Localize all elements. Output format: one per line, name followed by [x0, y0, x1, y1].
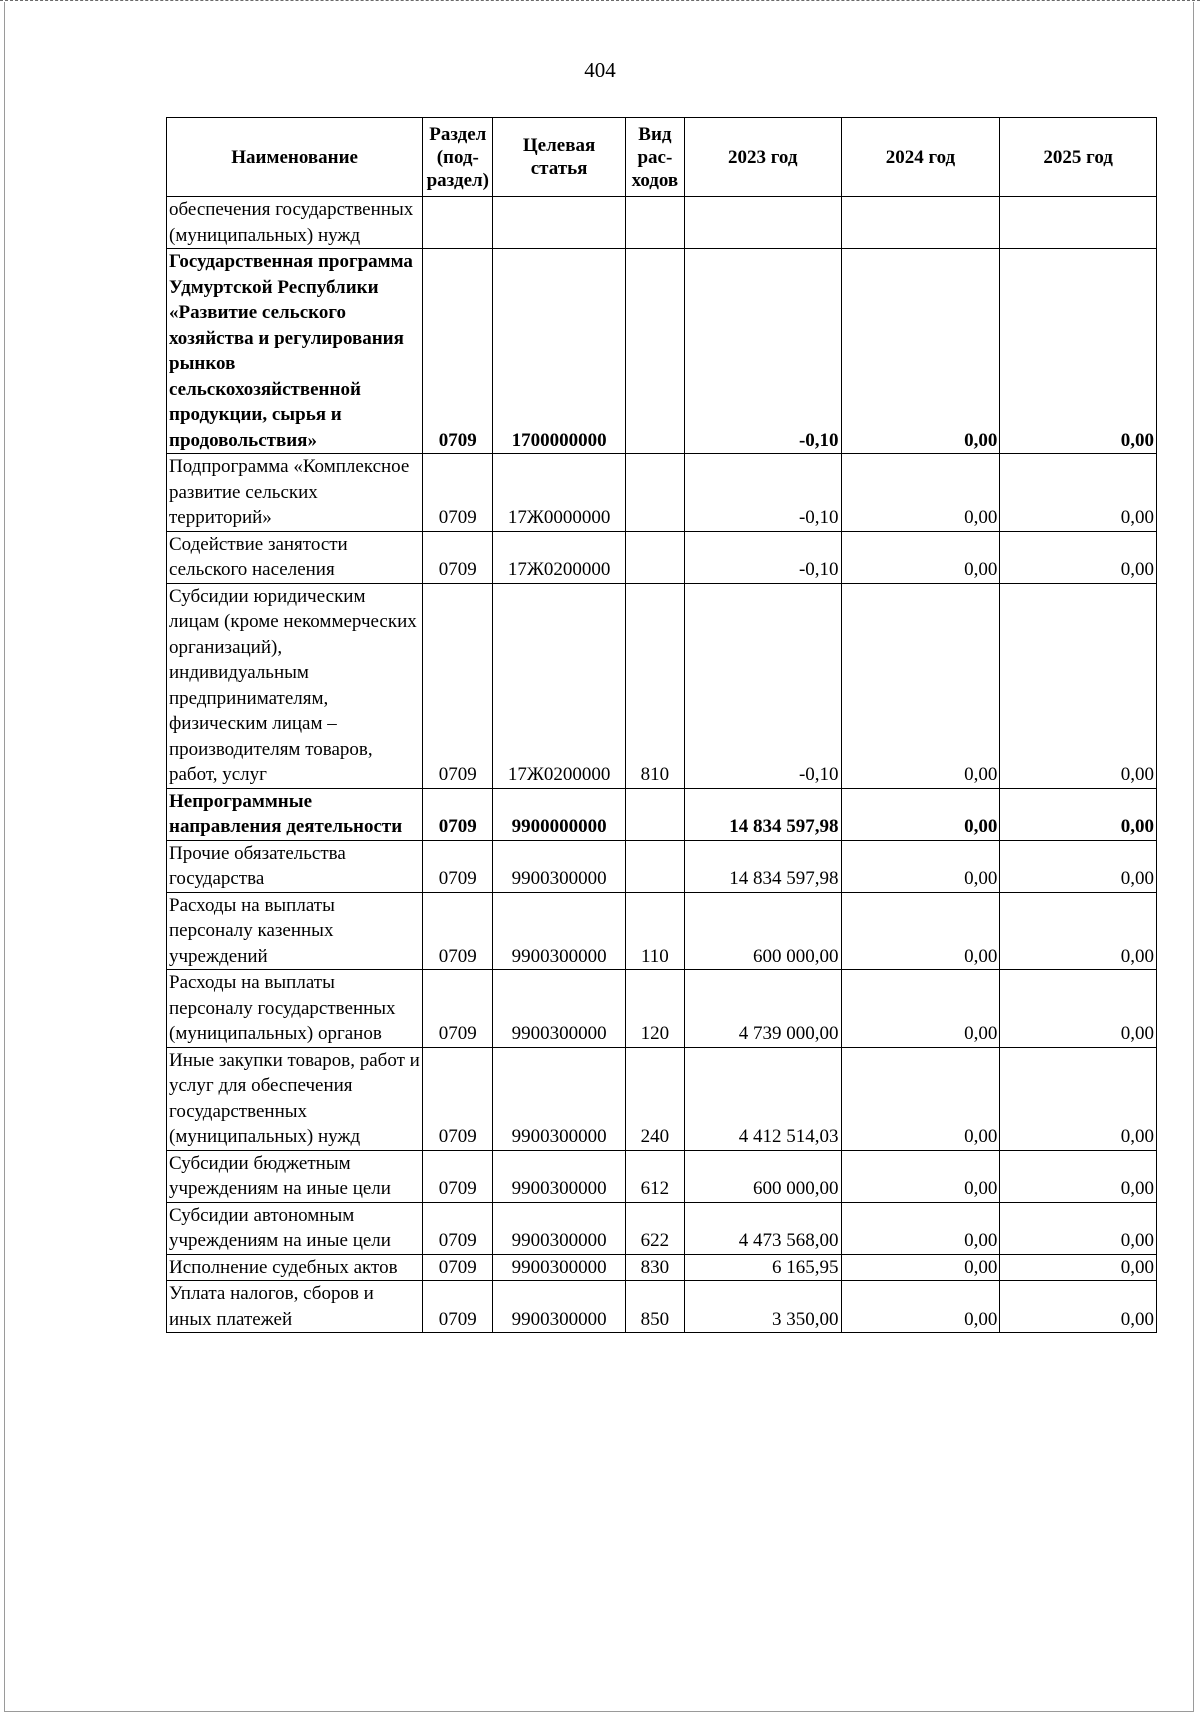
cell-2025: 0,00 — [1000, 1047, 1157, 1150]
cell-2023: -0,10 — [684, 531, 841, 583]
cell-target: 17Ж0200000 — [493, 531, 626, 583]
cell-kind: 240 — [625, 1047, 684, 1150]
budget-table — [166, 117, 1157, 1333]
table-row — [167, 1150, 1157, 1202]
table-row — [167, 454, 1157, 532]
cell-target: 9900300000 — [493, 840, 626, 892]
cell-section: 0709 — [423, 1254, 493, 1281]
budget-table-body — [167, 197, 1157, 1333]
table-row — [167, 197, 1157, 249]
cell-target: 9900300000 — [493, 1150, 626, 1202]
cell-2023: 4 473 568,00 — [684, 1202, 841, 1254]
cell-2024: 0,00 — [841, 454, 1000, 532]
cell-2023: 4 412 514,03 — [684, 1047, 841, 1150]
cell-2023 — [684, 197, 841, 249]
cell-section: 0709 — [423, 840, 493, 892]
cell-2024: 0,00 — [841, 1254, 1000, 1281]
cell-kind — [625, 531, 684, 583]
cell-target: 17Ж0200000 — [493, 583, 626, 788]
cell-target: 9900300000 — [493, 1281, 626, 1333]
cell-2024: 0,00 — [841, 1202, 1000, 1254]
cell-2025: 0,00 — [1000, 840, 1157, 892]
cell-name: Государственная программа Удмуртской Республики «Развитие сельского хозяйства и регулирования рынков сельскохозяйственной продукции, сырья и продовольствия» — [167, 249, 423, 454]
cell-section: 0709 — [423, 583, 493, 788]
header-2023: 2023 год — [684, 118, 841, 197]
table-row — [167, 788, 1157, 840]
cell-target: 9900300000 — [493, 892, 626, 970]
cell-name: Расходы на выплаты персоналу государственных (муниципальных) органов — [167, 970, 423, 1048]
cell-section: 0709 — [423, 788, 493, 840]
cell-kind — [625, 249, 684, 454]
header-kind: Вид рас-ходов — [625, 118, 684, 197]
cell-2024 — [841, 197, 1000, 249]
table-row — [167, 1202, 1157, 1254]
cell-name: Исполнение судебных актов — [167, 1254, 423, 1281]
cell-2024: 0,00 — [841, 840, 1000, 892]
table-row — [167, 840, 1157, 892]
cell-name: Подпрограмма «Комплексное развитие сельских территорий» — [167, 454, 423, 532]
cell-name: Субсидии автономным учреждениям на иные цели — [167, 1202, 423, 1254]
cell-section: 0709 — [423, 892, 493, 970]
cell-2024: 0,00 — [841, 892, 1000, 970]
cell-kind: 850 — [625, 1281, 684, 1333]
cell-2023: 3 350,00 — [684, 1281, 841, 1333]
cell-kind: 810 — [625, 583, 684, 788]
cell-2023: 14 834 597,98 — [684, 788, 841, 840]
cell-2025: 0,00 — [1000, 1281, 1157, 1333]
cell-target — [493, 197, 626, 249]
cell-section: 0709 — [423, 249, 493, 454]
cell-name: Иные закупки товаров, работ и услуг для обеспечения государственных (муниципальных) нужд — [167, 1047, 423, 1150]
header-2024: 2024 год — [841, 118, 1000, 197]
cell-2024: 0,00 — [841, 249, 1000, 454]
cell-target: 9900300000 — [493, 1047, 626, 1150]
cell-2023: 6 165,95 — [684, 1254, 841, 1281]
cell-kind — [625, 840, 684, 892]
cell-kind: 830 — [625, 1254, 684, 1281]
cell-section: 0709 — [423, 1150, 493, 1202]
cell-2023: 4 739 000,00 — [684, 970, 841, 1048]
table-row — [167, 249, 1157, 454]
cell-2023: -0,10 — [684, 249, 841, 454]
cell-2025: 0,00 — [1000, 249, 1157, 454]
cell-kind: 120 — [625, 970, 684, 1048]
header-target: Целевая статья — [493, 118, 626, 197]
cell-2025: 0,00 — [1000, 1202, 1157, 1254]
cell-section: 0709 — [423, 1281, 493, 1333]
cell-target: 1700000000 — [493, 249, 626, 454]
cell-name: Расходы на выплаты персоналу казенных учреждений — [167, 892, 423, 970]
cell-2024: 0,00 — [841, 1281, 1000, 1333]
cell-section: 0709 — [423, 454, 493, 532]
cell-2025: 0,00 — [1000, 970, 1157, 1048]
header-2025: 2025 год — [1000, 118, 1157, 197]
cell-section — [423, 197, 493, 249]
cell-2025: 0,00 — [1000, 531, 1157, 583]
cell-2025: 0,00 — [1000, 1254, 1157, 1281]
cell-target: 17Ж0000000 — [493, 454, 626, 532]
cell-name: Уплата налогов, сборов и иных платежей — [167, 1281, 423, 1333]
cell-name: Прочие обязательства государства — [167, 840, 423, 892]
cell-2024: 0,00 — [841, 1047, 1000, 1150]
cell-2024: 0,00 — [841, 531, 1000, 583]
cell-name: Субсидии юридическим лицам (кроме некоммерческих организаций), индивидуальным предпринимателям, физическим лицам – производителям товаров, работ, услуг — [167, 583, 423, 788]
cell-2025: 0,00 — [1000, 1150, 1157, 1202]
cell-name: Непрограммные направления деятельности — [167, 788, 423, 840]
cell-2024: 0,00 — [841, 788, 1000, 840]
cell-2024: 0,00 — [841, 583, 1000, 788]
cell-section: 0709 — [423, 970, 493, 1048]
table-row — [167, 1047, 1157, 1150]
header-section: Раздел (под-раздел) — [423, 118, 493, 197]
table-row — [167, 531, 1157, 583]
header-row — [167, 118, 1157, 197]
cell-section: 0709 — [423, 1202, 493, 1254]
table-row — [167, 892, 1157, 970]
cell-2025 — [1000, 197, 1157, 249]
cell-2023: -0,10 — [684, 454, 841, 532]
cell-2025: 0,00 — [1000, 892, 1157, 970]
cell-kind — [625, 197, 684, 249]
cell-2024: 0,00 — [841, 970, 1000, 1048]
table-row — [167, 970, 1157, 1048]
page-number: 404 — [584, 58, 616, 82]
cell-2025: 0,00 — [1000, 583, 1157, 788]
cell-target: 9900300000 — [493, 970, 626, 1048]
header-name: Наименование — [167, 118, 423, 197]
cell-kind: 110 — [625, 892, 684, 970]
cell-2023: 14 834 597,98 — [684, 840, 841, 892]
cell-section: 0709 — [423, 531, 493, 583]
cell-2025: 0,00 — [1000, 788, 1157, 840]
cell-name: Содействие занятости сельского населения — [167, 531, 423, 583]
cell-name: Субсидии бюджетным учреждениям на иные цели — [167, 1150, 423, 1202]
cell-2023: 600 000,00 — [684, 1150, 841, 1202]
cell-kind: 622 — [625, 1202, 684, 1254]
cell-target: 9900000000 — [493, 788, 626, 840]
cell-2023: -0,10 — [684, 583, 841, 788]
cell-kind — [625, 454, 684, 532]
cell-kind: 612 — [625, 1150, 684, 1202]
cell-2023: 600 000,00 — [684, 892, 841, 970]
cell-kind — [625, 788, 684, 840]
cell-section: 0709 — [423, 1047, 493, 1150]
table-row — [167, 583, 1157, 788]
table-row — [167, 1254, 1157, 1281]
cell-2025: 0,00 — [1000, 454, 1157, 532]
cell-name: обеспечения государственных (муниципальных) нужд — [167, 197, 423, 249]
table-row — [167, 1281, 1157, 1333]
cell-2024: 0,00 — [841, 1150, 1000, 1202]
cell-target: 9900300000 — [493, 1202, 626, 1254]
cell-target: 9900300000 — [493, 1254, 626, 1281]
